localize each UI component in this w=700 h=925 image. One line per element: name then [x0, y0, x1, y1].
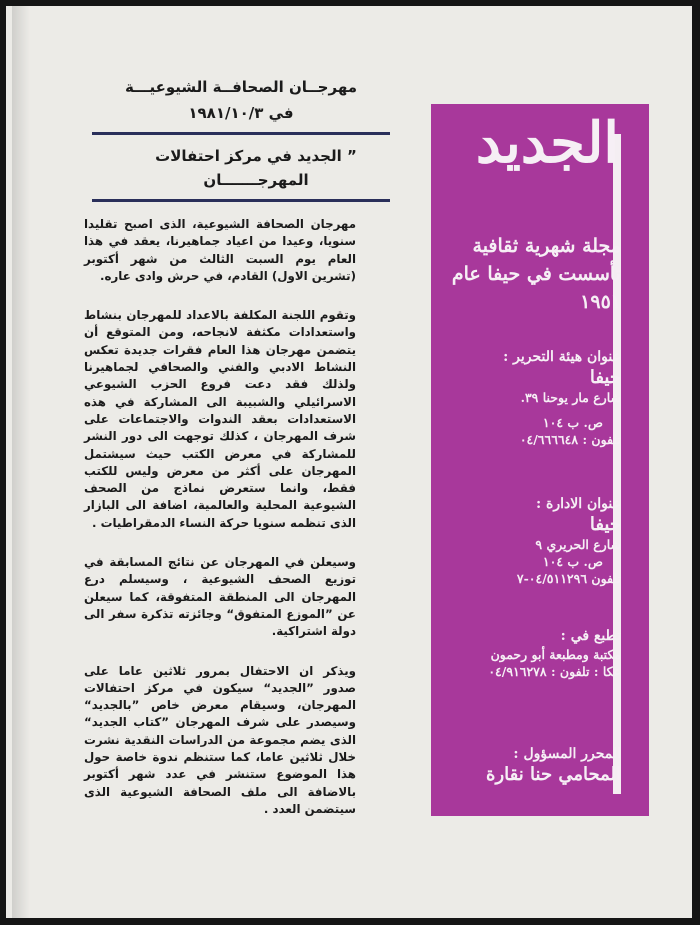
- editorial-address: [446, 347, 621, 448]
- subtitle-line-1: ” الجديد في مركز احتفالات: [155, 147, 357, 165]
- heading-rule: [92, 132, 390, 135]
- masthead-panel: [431, 104, 649, 816]
- printer-phone: عكا : تلفون : ٠٤/٩١٦٢٧٨: [488, 664, 621, 679]
- editorial-pobox: ص. ب ١٠٤: [542, 415, 603, 430]
- subtitle-rule: [92, 199, 390, 202]
- editorial-label: عنوان هيئة التحرير :: [503, 349, 621, 365]
- admin-city: حيفا: [589, 514, 621, 535]
- admin-address: [446, 494, 621, 587]
- heading-line-1: مهرجــان الصحافــة الشيوعيـــة: [124, 78, 358, 96]
- admin-label: عنوان الادارة :: [536, 496, 621, 512]
- printer-label: تطبع في :: [560, 628, 621, 644]
- admin-street: شارع الحريري ٩: [535, 537, 621, 552]
- article-paragraph: مهرجان الصحافة الشيوعية، الذى اصبح تقليدا سنويا، وعيدا من اعياد جماهيرنا، يعقد في هذا العام يوم السبت الثالث من شهر أكتوبر (تشرين الاول) القادم، في حرش وادى عاره.: [84, 217, 356, 283]
- editor-in-chief: [446, 744, 621, 786]
- page-gutter-shadow: [12, 6, 30, 918]
- printer-name: مكتبة ومطبعة أبو رحمون: [490, 647, 621, 662]
- article-paragraph: وتقوم اللجنة المكلفة بالاعداد للمهرجان بنشاط واستعدادات مكثفة لانجاحه، ومن المتوقع أن يتضمن مهرجان هذا العام فقرات جديدة تعكس النشاط الادبي والفني والصحافي لجماهيرنا ولذلك فقد دعت فروع الحزب الشيوعي الاسرائيلي والشبيبة الى المشاركة في هذه الاستعدادات بعقد الندوات والاجتماعات على شرف المهرجان ، كذلك توجهت الى دور النشر للمشاركة في معرض الكتب حيث سيشتمل المهرجان على أكثر من معرض وليس للكتب فقط، وانما ستعرض نماذج من الصحف الشيوعية المحلية والعالمية، اضافة الى البازار الذى تنظمه سنويا حركة النساء الدمقراطيات .: [84, 308, 356, 530]
- article-heading: [96, 74, 386, 126]
- editorial-city: حيفا: [589, 367, 621, 388]
- article-subtitle: [126, 144, 386, 192]
- heading-line-2: في ١٩٨١/١٠/٣: [188, 104, 294, 122]
- admin-pobox: ص. ب ١٠٤: [542, 554, 603, 569]
- editorial-street: شارع مار يوحنا ٣٩.: [520, 390, 621, 405]
- tagline-line-2: تأسست في حيفا عام ١٩٥١: [451, 263, 621, 313]
- tagline-line-1: مجلة شهرية ثقافية: [472, 235, 621, 257]
- magazine-tagline: [446, 232, 621, 316]
- magazine-page: [6, 6, 692, 918]
- subtitle-line-2: المهرجـــــــان: [203, 171, 309, 189]
- article-body: [84, 216, 356, 840]
- printer-info: [446, 626, 621, 680]
- editor-name: المحامي حنا نقارة: [486, 764, 621, 785]
- admin-phone: تلفون ٠٤/٥١١٢٩٦-٧: [516, 571, 621, 586]
- article-paragraph: وسيعلن في المهرجان عن نتائج المسابقة في توزيع الصحف الشيوعية ، وسيسلم درع المهرجان الى المنطقة المتفوقة، كما سيعلن عن ”الموزع المتفوق“ وجائزته تذكرة سفر الى دولة اشتراكية.: [84, 555, 356, 639]
- editorial-phone: تلفون : ٠٤/٦٦٦٦٤٨: [519, 432, 621, 447]
- article-paragraph: ويذكر ان الاحتفال بمرور ثلاثين عاما على صدور ”الجديد“ سيكون في مركز احتفالات المهرجان، وسيقام معرض خاص ”بالجديد“ وسيصدر على شرف المهرجان ”كتاب الجديد“ الذى يضم مجموعة من الدراسات النقدية نشرت خلال ثلاثين عاما، كما ستنظم ندوة خاصة حول هذا الموضوع ستنشر في عدد شهر أكتوبر بالاضافة الى ملف الصحافة الشيوعية الذى سيتضمن العدد .: [84, 663, 356, 816]
- editor-label: المحرر المسؤول :: [513, 746, 621, 762]
- magazine-logo: الجديد: [475, 110, 619, 176]
